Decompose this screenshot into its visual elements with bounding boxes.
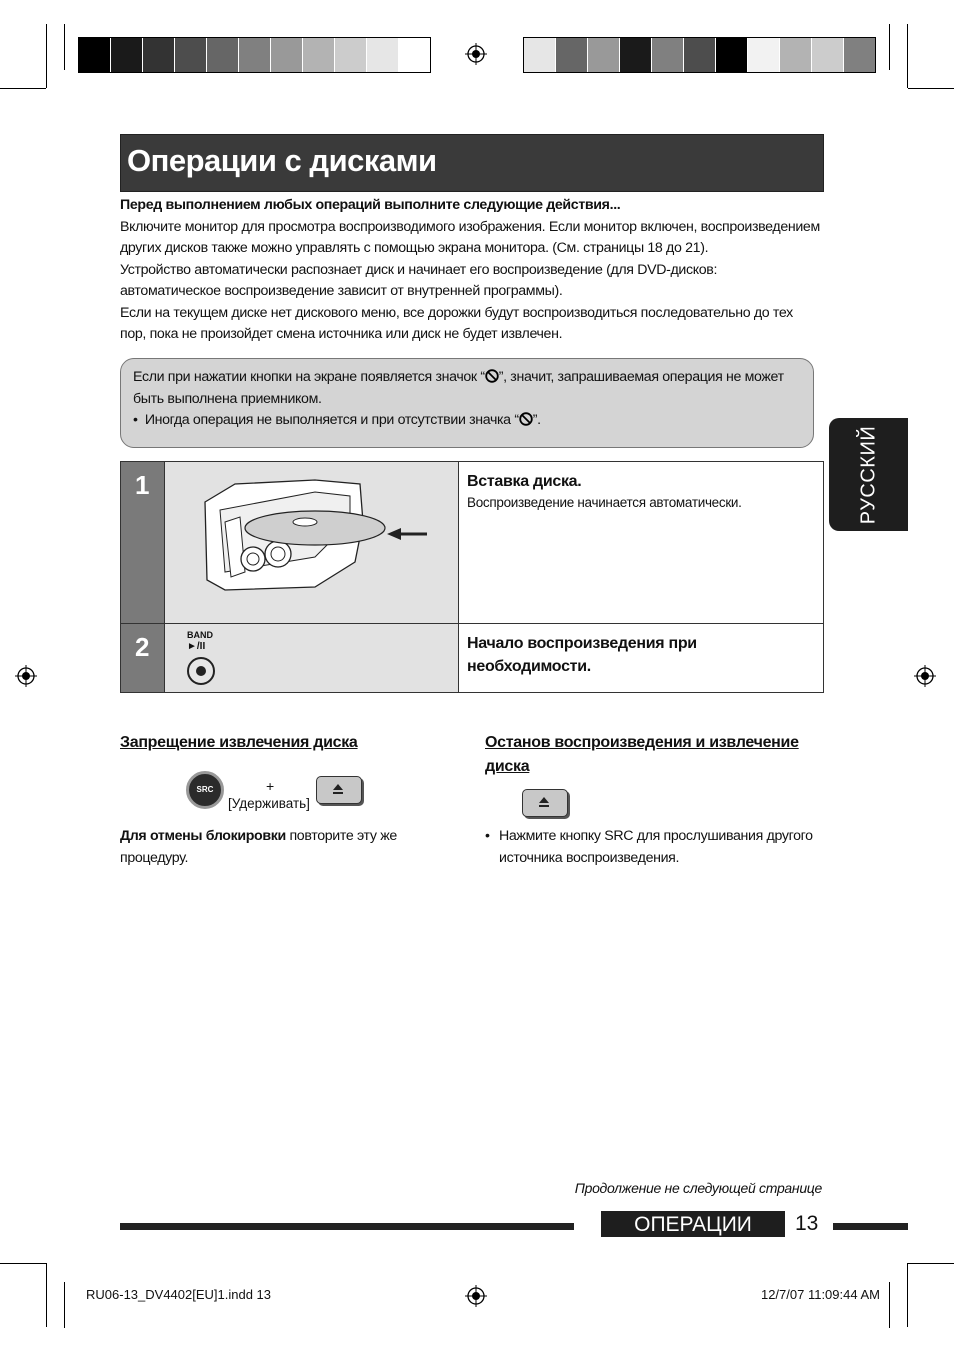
crop-mark — [46, 1263, 47, 1327]
color-swatch — [207, 38, 239, 72]
color-bar-right — [523, 37, 876, 73]
intro-paragraph: Включите монитор для просмотра воспроизводимого изображения. Если монитор включен, воспроизведением других дисков также можно управлять с помощью экрана монитора. (См. страницы 18 до 21). — [120, 218, 820, 256]
band-button-illustration — [165, 624, 459, 692]
color-swatch — [111, 38, 143, 72]
registration-mark-icon — [914, 665, 936, 687]
continued-note: Продолжение не следующей странице — [574, 1180, 822, 1196]
color-swatch — [524, 38, 556, 72]
eject-button-icon — [522, 789, 568, 817]
color-swatch — [588, 38, 620, 72]
crop-mark — [889, 1282, 890, 1328]
lock-cancel-rest: повторите эту же процедуру. — [120, 828, 397, 866]
color-swatch — [844, 38, 875, 72]
note-box — [120, 358, 814, 448]
eject-section-title: Останов воспроизведения и извлечение диска — [485, 734, 799, 775]
registration-mark-icon — [465, 1285, 487, 1307]
color-swatch — [239, 38, 271, 72]
src-button-icon: SRC — [186, 771, 224, 809]
color-swatch — [748, 38, 780, 72]
bullet-dot: • — [485, 828, 490, 844]
eject-button-icon — [316, 776, 362, 804]
color-swatch — [399, 38, 430, 72]
crop-mark — [0, 88, 46, 89]
color-swatch — [143, 38, 175, 72]
color-swatch — [812, 38, 844, 72]
lock-cancel-bold: Для отмены блокировки — [120, 828, 286, 844]
color-swatch — [716, 38, 748, 72]
color-swatch — [684, 38, 716, 72]
crop-mark — [0, 1263, 46, 1264]
band-button-icon — [186, 656, 216, 686]
footer-section: ОПЕРАЦИИ — [601, 1211, 785, 1237]
crop-mark — [907, 24, 908, 88]
language-tab — [829, 418, 908, 531]
title-banner — [120, 134, 824, 192]
prohibited-icon — [485, 369, 499, 383]
step-subtext: Воспроизведение начинается автоматически. — [467, 495, 742, 510]
crop-mark — [889, 24, 890, 70]
note-bullet-part: ”. — [532, 412, 541, 428]
color-bar-left — [78, 37, 431, 73]
intro-lead: Перед выполнением любых операций выполните следующие действия... — [120, 197, 621, 213]
color-swatch — [652, 38, 684, 72]
step-number: 1 — [121, 462, 165, 623]
intro-text — [120, 195, 820, 346]
prohibited-icon — [519, 412, 533, 426]
language-label: РУССКИЙ — [857, 425, 879, 524]
insert-disc-illustration — [165, 462, 459, 623]
footer-rule — [120, 1223, 574, 1230]
steps-table — [120, 461, 824, 693]
intro-paragraph: Если на текущем диске нет дискового меню, все дорожки будут воспроизводиться последовательно до тех пор, пока не произойдет смена источника или диск не будет извлечен. — [120, 304, 793, 342]
step-text — [459, 624, 823, 692]
plus-sign: + — [266, 778, 275, 794]
intro-paragraph: Устройство автоматически распознает диск и начинает его воспроизведение (для DVD-дисков: автоматическое воспроизведение зависит от внутренней программы). — [120, 261, 718, 299]
note-bullet-part: Иногда операция не выполняется и при отсутствии значка “ — [144, 412, 519, 428]
footer-rule — [833, 1223, 908, 1230]
color-swatch — [303, 38, 335, 72]
play-pause-label: ►/II — [187, 641, 206, 652]
step-number: 2 — [121, 624, 165, 692]
slug-date: 12/7/07 11:09:44 AM — [760, 1287, 880, 1302]
lock-cancel-text — [120, 826, 440, 869]
note-bullet: • Иногда операция не выполняется и при отсутствии значка “ ”. — [133, 412, 541, 428]
slug-file: RU06-13_DV4402[EU]1.indd 13 — [86, 1287, 272, 1302]
color-swatch — [780, 38, 812, 72]
note-text — [133, 367, 813, 410]
color-swatch — [556, 38, 588, 72]
eject-bullet-text: Нажмите кнопку SRC для прослушивания другого источника воспроизведения. — [499, 828, 813, 866]
color-swatch — [271, 38, 303, 72]
color-swatch — [367, 38, 399, 72]
step-row — [121, 624, 823, 692]
crop-mark — [908, 88, 954, 89]
crop-mark — [46, 24, 47, 88]
crop-mark — [64, 1282, 65, 1328]
page-number: 13 — [795, 1212, 819, 1235]
color-swatch — [79, 38, 111, 72]
color-swatch — [175, 38, 207, 72]
page-title: Операции с дисками — [127, 143, 437, 178]
crop-mark — [908, 1263, 954, 1264]
registration-mark-icon — [465, 43, 487, 65]
note-text-part: ”, значит, запрашиваемая операция не может быть выполнена приемником. — [133, 369, 784, 407]
eject-bullet — [485, 826, 815, 869]
step-heading: Начало воспроизведения при необходимости. — [467, 635, 697, 675]
crop-mark — [907, 1263, 908, 1327]
disc-insertion-icon — [165, 462, 458, 623]
note-text-part: Если при нажатии кнопки на экране появляется значок “ — [133, 369, 485, 385]
step-row — [121, 462, 823, 624]
step-heading: Вставка диска. — [467, 473, 582, 490]
registration-mark-icon — [15, 665, 37, 687]
lock-section-title: Запрещение извлечения диска — [120, 734, 358, 751]
color-swatch — [335, 38, 367, 72]
hold-label: [Удерживать] — [228, 796, 310, 811]
band-label: BAND — [187, 630, 213, 640]
color-swatch — [620, 38, 652, 72]
crop-mark — [64, 24, 65, 70]
step-text — [459, 462, 823, 623]
